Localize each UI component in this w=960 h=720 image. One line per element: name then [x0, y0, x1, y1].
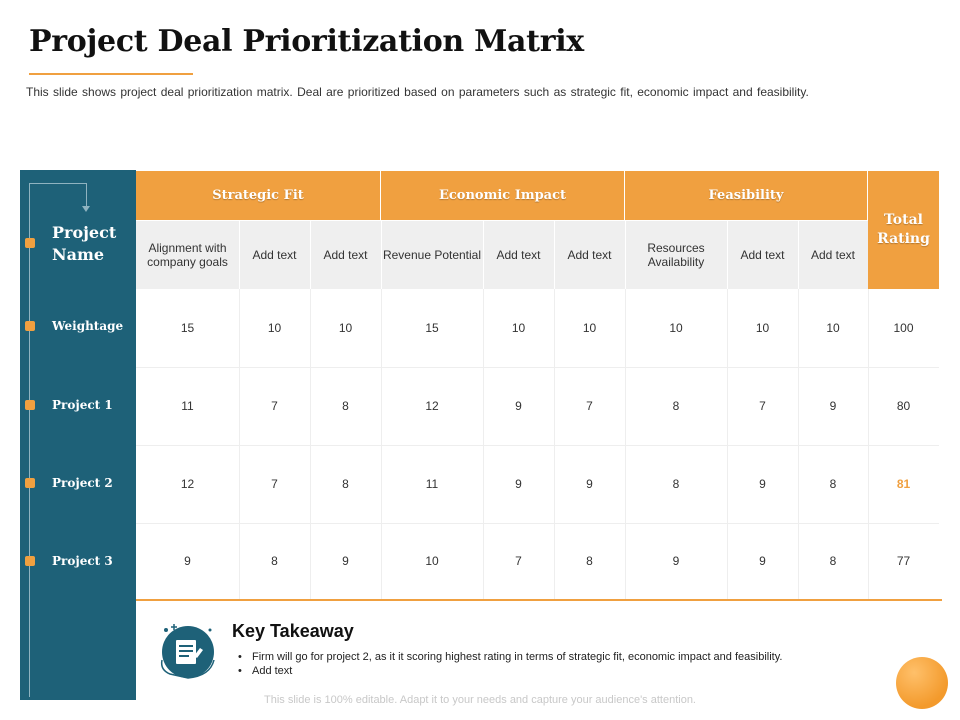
- column-divider: [798, 289, 799, 600]
- sidebar-row-label: Project 1: [52, 398, 113, 412]
- decorative-circle: [896, 657, 948, 709]
- header-divider: [798, 221, 799, 289]
- table-cell: 9: [672, 554, 680, 568]
- table-cell: 15: [180, 321, 195, 335]
- bullet-square-icon: [25, 321, 35, 331]
- table-cell: 10: [267, 321, 282, 335]
- column-divider: [310, 289, 311, 600]
- sidebar-connector: [29, 183, 30, 697]
- table-cell: 12: [425, 399, 439, 413]
- table-cell: 9: [759, 554, 766, 568]
- table-cell: 7: [586, 399, 593, 413]
- bullet-square-icon: [25, 556, 35, 566]
- table-cell: 8: [271, 554, 278, 568]
- sidebar-row-label: Project 3: [52, 554, 113, 568]
- header-divider: [727, 221, 728, 289]
- table-cell: 15: [425, 321, 439, 335]
- subheader-cell: Revenue Potential: [382, 248, 482, 262]
- subheader-cell: Add text: [567, 248, 612, 262]
- total-rating-cell: 100: [893, 321, 914, 335]
- column-divider: [868, 289, 869, 600]
- key-takeaway-bullet: • Firm will go for project 2, as it it scoring highest rating in terms of strategic fit, economic impact and feasibility.: [238, 650, 782, 664]
- table-cell: 12: [180, 477, 195, 491]
- table-cell: 10: [582, 321, 597, 335]
- column-divider: [625, 289, 626, 600]
- arrow-down-icon: [82, 206, 90, 212]
- table-cell: 10: [338, 321, 353, 335]
- page-title: Project Deal Prioritization Matrix: [29, 24, 584, 59]
- table-cell: 8: [342, 477, 349, 491]
- table-cell: 10: [755, 321, 770, 335]
- group-header-strategic-fit: Strategic Fit: [136, 171, 380, 220]
- subheader-cell: Alignment with company goals: [147, 241, 228, 269]
- table-cell: 11: [181, 399, 194, 413]
- table-cell: 8: [672, 399, 680, 413]
- table-cell: 7: [759, 399, 766, 413]
- table-cell: 9: [184, 554, 191, 568]
- column-divider: [483, 289, 484, 600]
- table-cell: 7: [271, 399, 278, 413]
- header-divider: [239, 221, 240, 289]
- key-takeaway-bullet: • Add text: [238, 664, 782, 678]
- column-divider: [554, 289, 555, 600]
- table-cell: 7: [271, 477, 278, 491]
- header-divider: [310, 221, 311, 289]
- table-cell: 8: [672, 477, 680, 491]
- header-divider: [381, 221, 382, 289]
- group-header-feasibility: Feasibility: [625, 171, 867, 220]
- table-cell: 8: [829, 477, 837, 491]
- bullet-square-icon: [25, 238, 35, 248]
- column-divider: [239, 289, 240, 600]
- table-cell: 11: [425, 477, 439, 491]
- header-divider: [624, 171, 625, 220]
- table-cell: 9: [342, 554, 349, 568]
- footer-note: This slide is 100% editable. Adapt it to your needs and capture your audience's attention.: [264, 694, 696, 706]
- table-cell: 8: [586, 554, 593, 568]
- key-takeaway-list: [238, 650, 782, 678]
- table-cell: 7: [515, 554, 522, 568]
- subheader-cell: Add text: [810, 248, 856, 262]
- total-rating-header: Total Rating: [868, 171, 939, 289]
- header-divider: [483, 221, 484, 289]
- header-divider: [554, 221, 555, 289]
- header-divider: [380, 171, 381, 220]
- table-cell: 8: [342, 399, 349, 413]
- table-cell: 10: [826, 321, 840, 335]
- total-rating-cell: 81: [896, 477, 911, 491]
- key-takeaway-title: Key Takeaway: [232, 621, 354, 641]
- sidebar-header-label: Project Name: [52, 223, 117, 264]
- subheader-cell: Add text: [252, 248, 297, 262]
- bullet-square-icon: [25, 478, 35, 488]
- title-underline: [29, 73, 193, 75]
- page-subtitle: This slide shows project deal prioritization matrix. Deal are prioritized based on parameters such as strategic fit, economic impact and feasibility.: [26, 85, 809, 99]
- table-cell: 10: [511, 321, 526, 335]
- sidebar-row-label: Weightage: [52, 319, 124, 333]
- subheader-cell: Add text: [740, 248, 785, 262]
- header-divider: [625, 221, 626, 289]
- table-bottom-border: [136, 599, 942, 601]
- subheader-cell: Add text: [496, 248, 541, 262]
- subheader-cell: Resources Availability: [647, 241, 705, 269]
- document-icon: [158, 620, 218, 680]
- subheader-cell: Add text: [323, 248, 368, 262]
- group-header-economic-impact: Economic Impact: [381, 171, 624, 220]
- table-cell: 10: [669, 321, 683, 335]
- column-divider: [727, 289, 728, 600]
- bullet-square-icon: [25, 400, 35, 410]
- table-cell: 8: [829, 554, 837, 568]
- total-rating-cell: 77: [896, 554, 911, 568]
- column-divider: [381, 289, 382, 600]
- total-rating-cell: 80: [896, 399, 911, 413]
- project-sidebar: [20, 170, 136, 700]
- table-cell: 9: [829, 399, 837, 413]
- table-cell: 9: [515, 399, 522, 413]
- sidebar-row-label: Project 2: [52, 476, 113, 490]
- table-cell: 10: [425, 554, 439, 568]
- table-cell: 9: [586, 477, 593, 491]
- table-cell: 9: [759, 477, 766, 491]
- table-cell: 9: [515, 477, 522, 491]
- sidebar-connector-top: [29, 183, 87, 184]
